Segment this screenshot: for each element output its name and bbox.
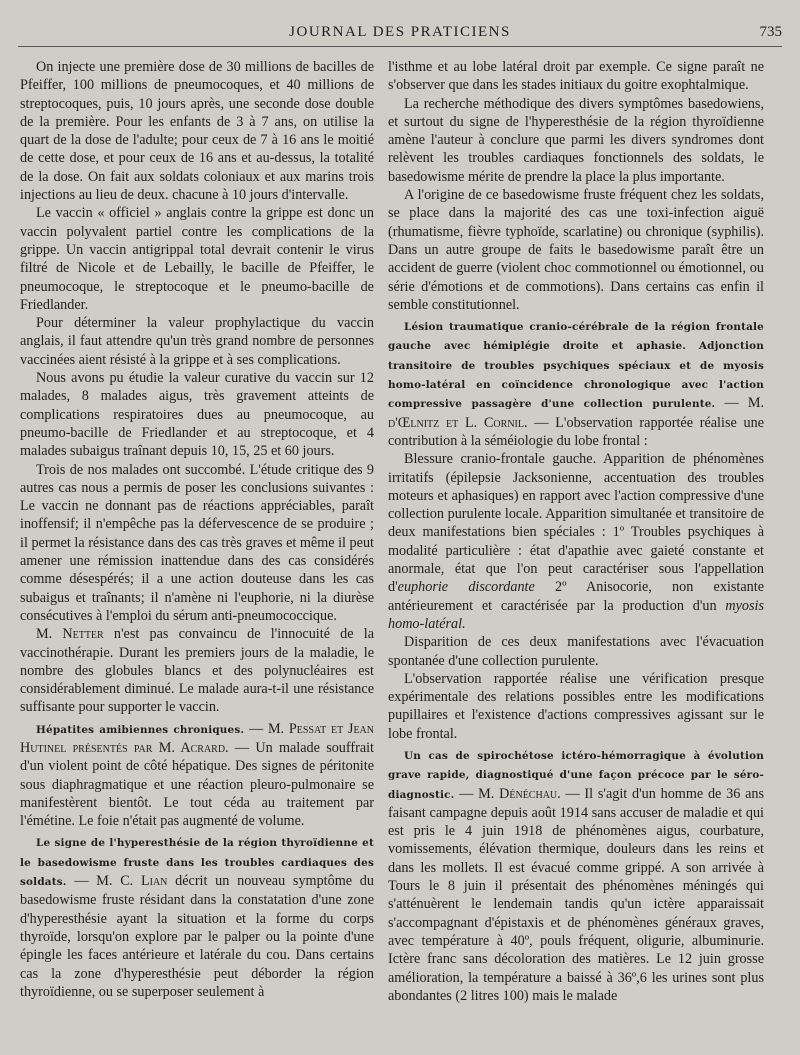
header-rule xyxy=(18,46,782,47)
paragraph: Trois de nos malades ont succombé. L'étude critique des 9 autres cas nous a permis de poser les conclusions suivantes : Le vaccin ne donnant pas de réactions appréciables, paraît inoffensif; il n'empêche pas la défervescence de se produire ; il permet la résistance dans des cas très graves et même il peut amener une rémission inattendue dans des cas considérés comme désespérés; il a une action douteuse dans les cas subaigus et traînants; il n'amène ni l'euphorie, ni la diurèse consécutives à l'emploi du sérum anti-pneumococcique. xyxy=(20,461,374,624)
author-name: M. Netter xyxy=(36,626,104,643)
italic-term: myosis homo-latéral. xyxy=(388,597,764,632)
section-paragraph xyxy=(20,833,374,1001)
paragraph: Le vaccin « officiel » anglais contre la grippe est donc un vaccin polyvalent partiel contre les complications de la grippe. Un vaccin antigrippal total devrait contenir le virus filtré de Nicole et de Lebailly, le bacille de Pfeiffer, le pneumocoque, le streptocoque et le pneumo-bacille de Friedlander. xyxy=(20,205,374,313)
section-authors: — M. Dénéchau. xyxy=(454,785,561,802)
paragraph: l'isthme et au lobe latéral droit par exemple. Ce signe paraît ne s'observer que dans les stades initiaux du goitre exophtalmique. xyxy=(388,59,764,94)
section-paragraph xyxy=(388,317,764,450)
right-column xyxy=(388,58,764,1048)
page-number: 735 xyxy=(759,24,782,40)
left-column xyxy=(20,58,374,1048)
paragraph: La recherche méthodique des divers symptômes basedowiens, et surtout du signe de l'hyperesthésie de la région thyroïdienne amène l'auteur à conclure que parmi les divers syndromes dont relèvent les troubles cardiaques fonctionnels des soldats, le basedowisme mérite de prendre la place la plus importante. xyxy=(388,95,764,185)
paragraph-text: — L'observation rapportée réalise une contribution à la séméiologie du lobe frontal : xyxy=(388,414,764,449)
section-heading: Hépatites amibiennes chroniques. xyxy=(36,723,245,736)
paragraph-text: décrit un nouveau symptôme du basedowisme fruste résidant dans la constatation d'une zone d'hyperesthésie ayant la situation et la forme du corps thyroïde, lorsqu'on explore par le palper ou la pointe d'une épingle les faces antérieure et latérale du cou. Dans certains cas la zone d'hyperesthésie peut déborder la région thyroïdienne, ou se superposer seulement à xyxy=(20,873,374,1000)
paragraph: On injecte une première dose de 30 millions de bacilles de Pfeiffer, 100 millions de pneumocoques, et 40 millions de streptocoques, puis, 10 jours après, une seconde dose double de la première. Pour les enfants de 3 à 7 ans, on utilise la quart de la dose de l'adulte; pour ceux de 7 à 16 ans le moitié de cette dose, et pour ceux de 16 ans et au-dessus, la totalité de la dose. On fait aux soldats coloniaux et aux marins trois injections au lieu de deux. chacune à 10 jours d'intervalle. xyxy=(20,59,374,204)
paragraph: Nous avons pu étudie la valeur curative du vaccin sur 12 malades, 8 malades aigus, très gravement atteints de complications respiratoires dues au pneumocoque, au pneumo-bacille de Friedlander et au streptocoque, et 4 malades subaigus traînant depuis 10, 15, 25 et 60 jours. xyxy=(20,370,374,460)
paragraph: Disparition de ces deux manifestations avec l'évacuation spontanée d'une collection purulente. xyxy=(388,634,764,669)
paragraph: A l'origine de ce basedowisme fruste fréquent chez les soldats, se place dans la majorité des cas une toxi-infection aiguë (rhumatisme, fièvre typhoïde, scarlatine) ou chronique (syphilis). Dans un autre groupe de faits le basedowisme paraît être un accident de guerre (violent choc commotionnel ou émotionnel, ou série d'émotions et de commotions). Dans certains cas enfin il semble constitutionnel. xyxy=(388,187,764,313)
section-heading: Un cas de spirochétose ictéro-hémorragique à évolution grave rapide, diagnostiqué d'une façon précoce par le séro-diagnostic. xyxy=(388,749,764,801)
paragraph: L'observation rapportée réalise une vérification presque expérimentale des relations possibles entre les modifications pupillaires et l'existence d'actions compressives agissant sur le lobe frontal. xyxy=(388,670,764,742)
section-authors: — M. d'Œlnitz et L. Cornil. xyxy=(388,395,764,431)
paragraph-text: — Un malade souffrait d'un violent point de côté hépatique. Des signes de péritonite sous diaphragmatique et une réaction pleuro-pulmonaire se manifestèrent bientôt. Le tout céda au traitement par l'émétine. Le foie n'était pas augmenté de volume. xyxy=(20,739,374,830)
paragraph: Pour déterminer la valeur prophylactique du vaccin anglais, il faut attendre qu'un très grand nombre de personnes vaccinées aient résisté à la grippe et à ses complications. xyxy=(20,315,374,368)
running-header xyxy=(0,24,800,46)
paragraph xyxy=(20,625,374,716)
paragraph-text: Blessure cranio-frontale gauche. Apparition de phénomènes irritatifs (épilepsie Jacksonienne, accentuation des troubles moteurs et aphasiques) en rapport avec l'action compressive d'une collection purulente locale. Apparition simultanée et transitoire de deux manifestations bien spéciales : 1º Troubles psychiques à modalité particulière : état d'apathie avec gaieté constante et anormale, état que l'on peut caractériser sous l'appellation d' xyxy=(388,451,764,596)
paragraph-text: n'est pas convaincu de l'innocuité de la vaccinothérapie. Durant les premiers jours de la maladie, le nombre des globules blancs et des polynucléaires est considérablement diminué. Le malade aura-t-il une résistance suffisante pour supporter le vaccin. xyxy=(20,626,374,716)
journal-title: JOURNAL DES PRATICIENS xyxy=(289,24,511,40)
paragraph xyxy=(388,450,764,633)
paragraph-text: — Il s'agit d'un homme de 36 ans faisant campagne depuis août 1914 sans accuser de maladie et qui est pris le 4 juin 1918 de phénomènes aigus, courbature, vomissements, élévation thermique, douleurs dans les reins et dans les mollets. Il est évacué comme grippé. A son arrivée à Tours le 8 juin il présentait des phénomènes méningés qui s'atténuèrent le lendemain tandis qu'un ictère apparaissait s'accompagnant d'épistaxis et de phénomènes généraux graves, avec température à 40º, pouls fréquent, oligurie, albuminurie. Ictère franc sans décoloration des matières. Le 12 juin grosse amélioration, la température a baissé à 36º,6 les urines sont plus abondantes (2 litres 100) mais le malade xyxy=(388,785,764,1004)
section-paragraph xyxy=(20,720,374,831)
section-heading: Le signe de l'hyperesthésie de la région thyroïdienne et le basedowisme fruste dans les troubles cardiaques des soldats. xyxy=(20,837,374,889)
section-heading: Lésion traumatique cranio-cérébrale de la région frontale gauche avec hémiplégie droite et aphasie. Adjonction transitoire de troubles psychiques spéciaux et de myosis homo-latéral en coïncidence chronologique avec l'action compressive passagère d'une collection purulente. xyxy=(388,321,764,411)
paragraph-text: 2º Anisocorie, non existante antérieurement et caractérisée par la production d'un xyxy=(388,579,764,614)
section-authors: — M. C. Lian xyxy=(66,873,168,890)
section-paragraph xyxy=(388,746,764,1005)
italic-term: euphorie discordante xyxy=(397,579,535,596)
section-authors: — M. Pessat et Jean Hutinel présentés par M. Acrard. xyxy=(20,720,374,756)
